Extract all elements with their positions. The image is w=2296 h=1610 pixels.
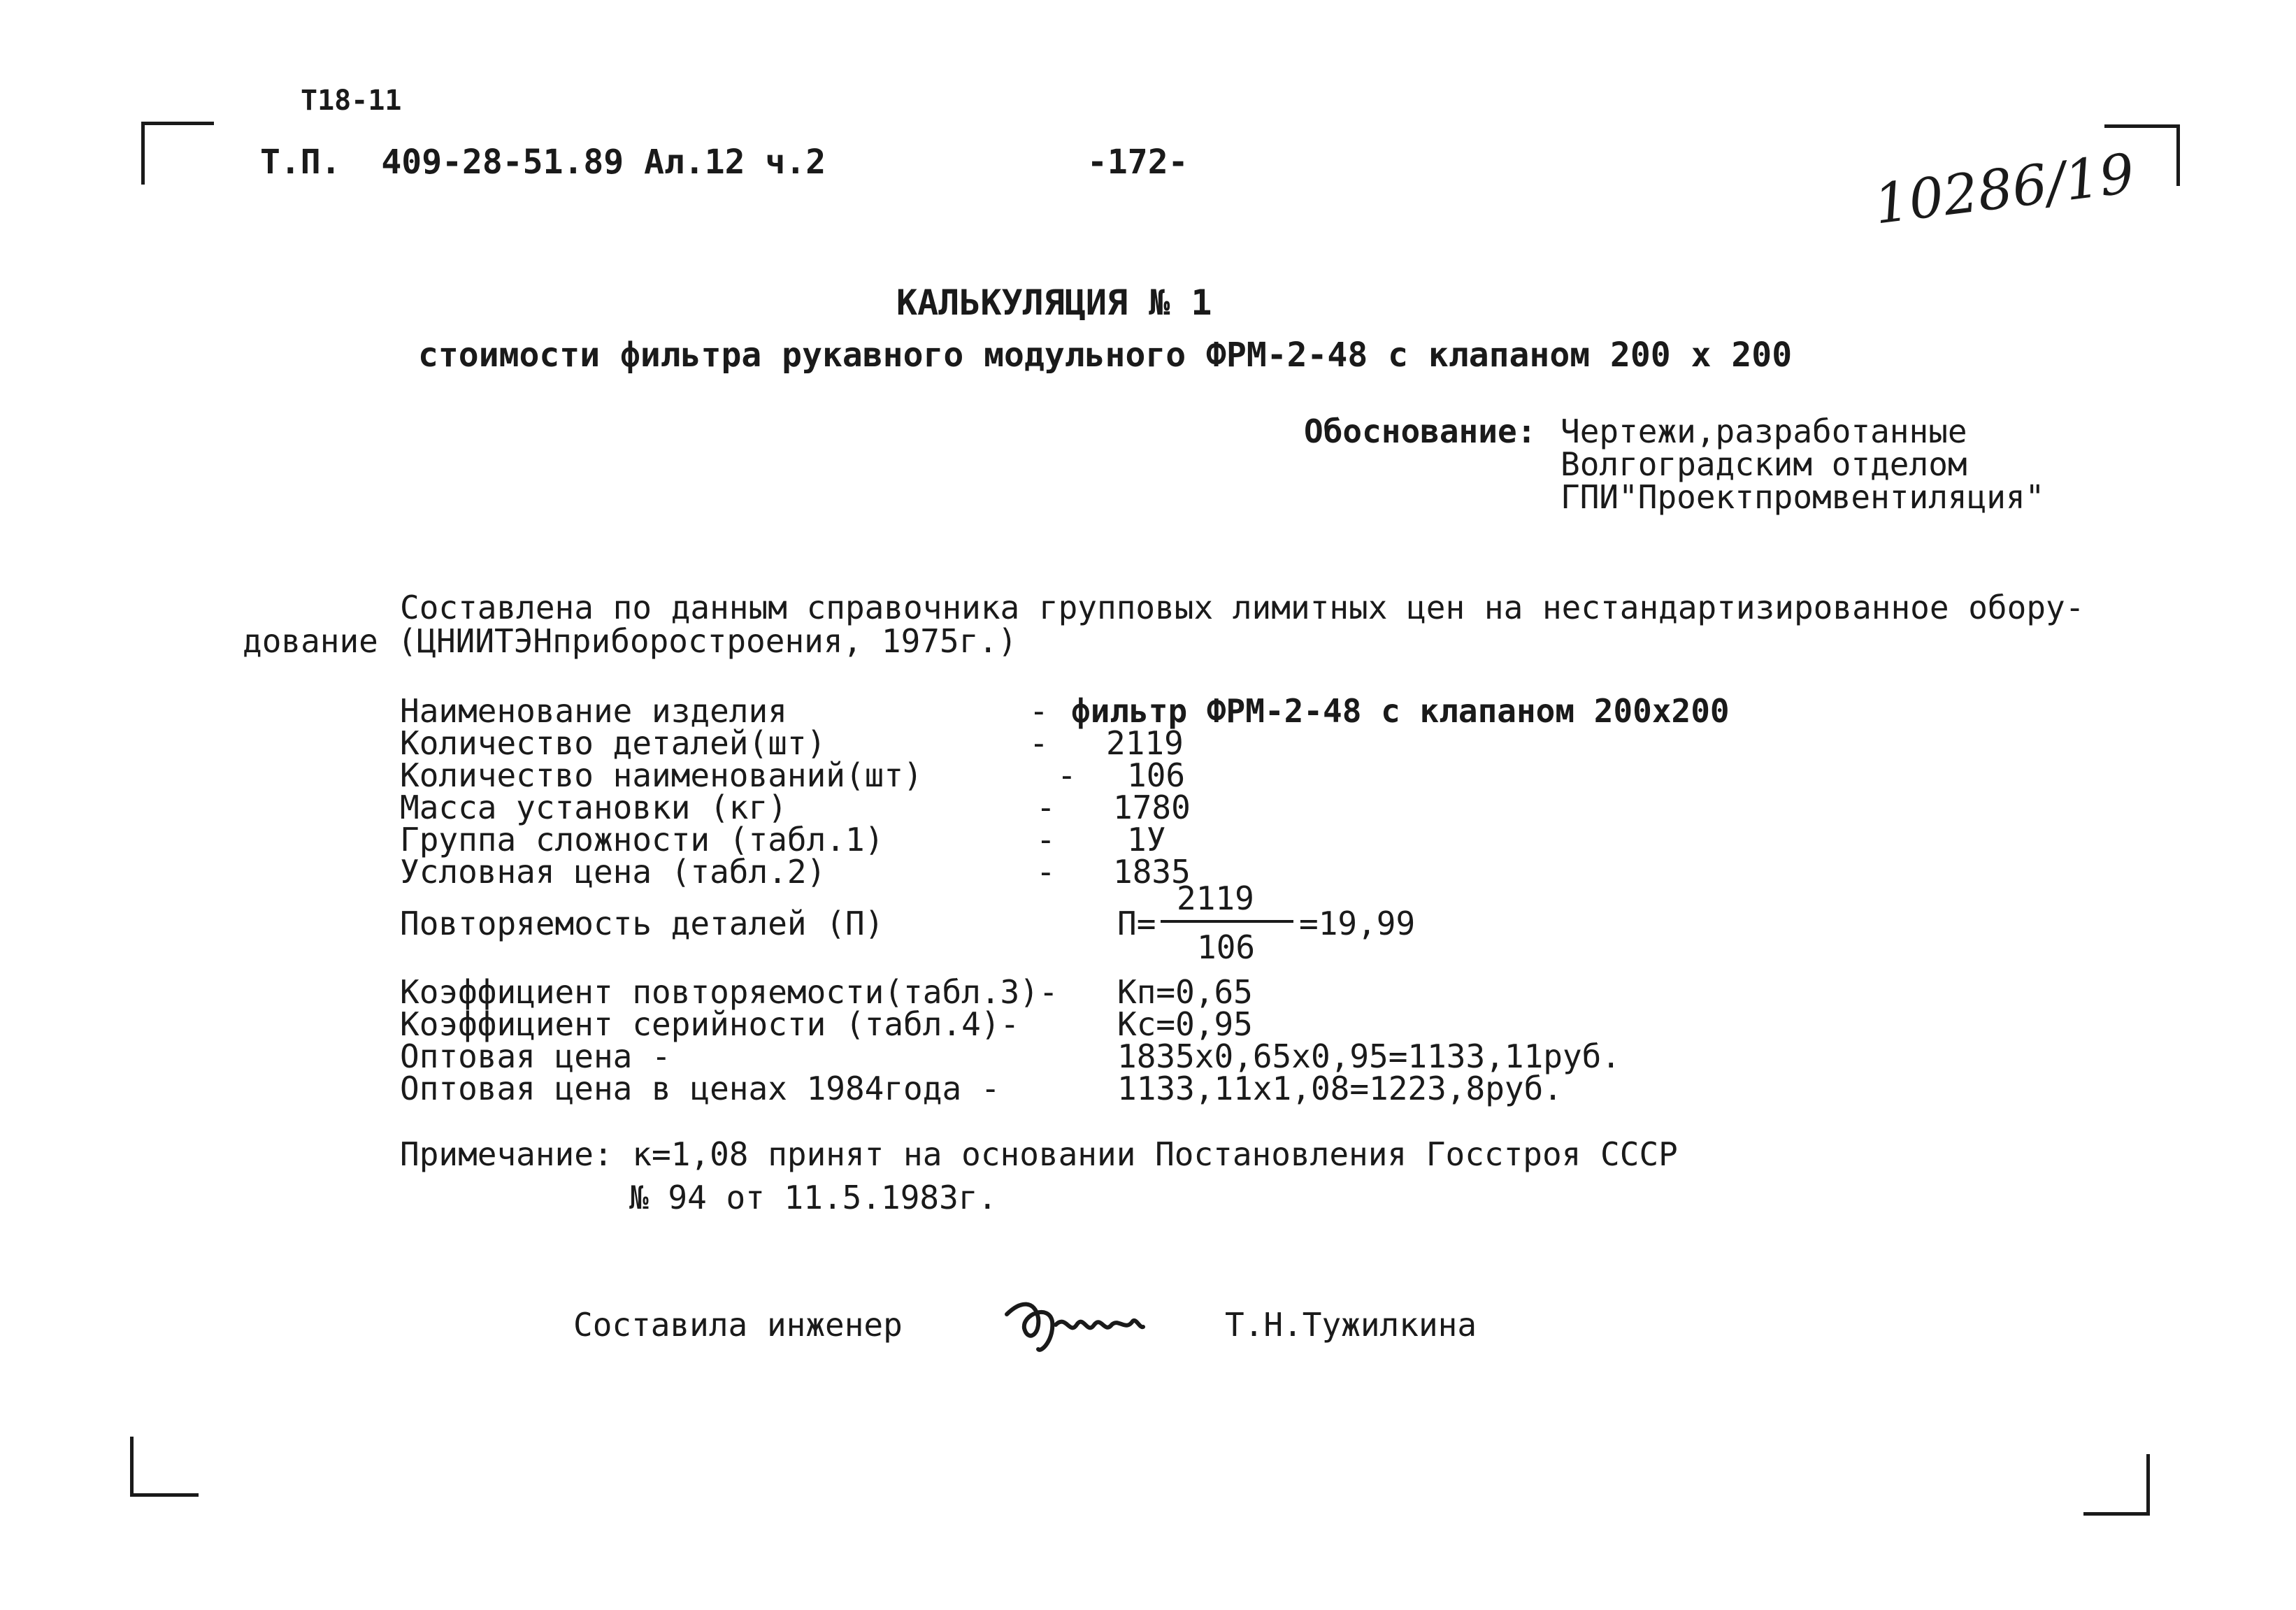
param-row	[400, 821, 1938, 858]
repeatability-result: =19,99	[1299, 905, 1416, 942]
param-value: фильтр ФРМ-2-48 с клапаном 200х200	[1071, 692, 1730, 730]
fraction-denominator: 106	[1197, 928, 1256, 966]
coef-label: Коэффициент повторяемости(табл.3)-	[400, 973, 1059, 1011]
param-value: 106	[1127, 756, 1186, 794]
corner-mark-top-right-h	[2104, 124, 2180, 128]
param-row	[400, 789, 1938, 826]
param-value: 1У	[1127, 821, 1166, 858]
param-row	[400, 692, 1938, 730]
param-label: Масса установки (кг)	[400, 789, 787, 826]
param-value: 1780	[1113, 789, 1191, 826]
coef-label: Оптовая цена -	[400, 1037, 671, 1075]
basis-line-1: Чертежи,разработанные	[1560, 412, 1967, 450]
param-label: Наименование изделия	[400, 692, 787, 730]
coef-value: Кс=0,95	[1117, 1005, 1253, 1043]
coef-row	[400, 973, 1938, 1011]
coef-value: Кп=0,65	[1117, 973, 1253, 1011]
param-label: Количество наименований(шт)	[400, 756, 923, 794]
param-label: Количество деталей(шт)	[400, 724, 826, 762]
sheet-code: Т18-11	[301, 85, 402, 117]
document-title: КАЛЬКУЛЯЦИЯ № 1	[896, 282, 1212, 323]
coef-value: 1133,11х1,08=1223,8руб.	[1117, 1070, 1563, 1107]
fraction-bar	[1161, 920, 1293, 923]
intro-line-2: дование (ЦНИИТЭНприборостроения, 1975г.)	[243, 622, 1017, 660]
param-row	[400, 756, 1938, 794]
note-line-2: № 94 от 11.5.1983г.	[629, 1179, 998, 1216]
param-row	[400, 853, 1938, 891]
corner-mark-bottom-right-v	[2146, 1454, 2150, 1516]
param-dash: -	[1029, 692, 1049, 730]
corner-mark-top-left-v	[141, 122, 145, 185]
param-label: Группа сложности (табл.1)	[400, 821, 884, 858]
param-label: Условная цена (табл.2)	[400, 853, 826, 891]
coef-row	[400, 1005, 1938, 1043]
corner-mark-top-left-h	[141, 122, 214, 125]
repeatability-lhs: П=	[1117, 905, 1156, 942]
param-dash: -	[1036, 789, 1056, 826]
basis-line-2: Волгоградским отделом	[1560, 445, 1967, 483]
param-value: 1835	[1113, 853, 1191, 891]
intro-line-1: Составлена по данным справочника групповых лимитных цен на нестандартизированное обору-	[400, 589, 2085, 626]
signer-name: Т.Н.Тужилкина	[1225, 1306, 1477, 1344]
note-line-1: Примечание: к=1,08 принят на основании Постановления Госстроя СССР	[400, 1135, 1678, 1173]
param-row	[400, 724, 1938, 762]
signature-role: Составила инженер	[573, 1306, 903, 1344]
corner-mark-top-right-v	[2176, 124, 2180, 186]
coef-row	[400, 1070, 1938, 1107]
document-subtitle: стоимости фильтра рукавного модульного ФРМ-2-48 с клапаном 200 х 200	[418, 336, 1793, 375]
fraction-numerator: 2119	[1177, 879, 1254, 917]
coef-label: Оптовая цена в ценах 1984года -	[400, 1070, 1000, 1107]
basis-line-3: ГПИ"Проектпромвентиляция"	[1560, 478, 2045, 516]
param-dash: -	[1036, 853, 1056, 891]
param-dash: -	[1057, 756, 1077, 794]
corner-mark-bottom-right-h	[2083, 1512, 2150, 1516]
handwritten-signature	[1000, 1286, 1154, 1363]
basis-label: Обоснование:	[1304, 412, 1537, 450]
coef-row	[400, 1037, 1938, 1075]
corner-mark-bottom-left-v	[130, 1437, 134, 1497]
repeatability-label: Повторяемость деталей (П)	[400, 905, 884, 942]
coef-value: 1835х0,65х0,95=1133,11руб.	[1117, 1037, 1621, 1075]
page-number: -172-	[1087, 143, 1189, 182]
archive-number: 10286/19	[1870, 142, 2138, 237]
param-dash: -	[1036, 821, 1056, 858]
param-value: 2119	[1106, 724, 1184, 762]
coef-label: Коэффициент серийности (табл.4)-	[400, 1005, 1020, 1043]
project-reference: Т.П. 409-28-51.89 Ал.12 ч.2	[260, 143, 826, 182]
corner-mark-bottom-left-h	[130, 1493, 199, 1497]
param-dash: -	[1029, 724, 1049, 762]
